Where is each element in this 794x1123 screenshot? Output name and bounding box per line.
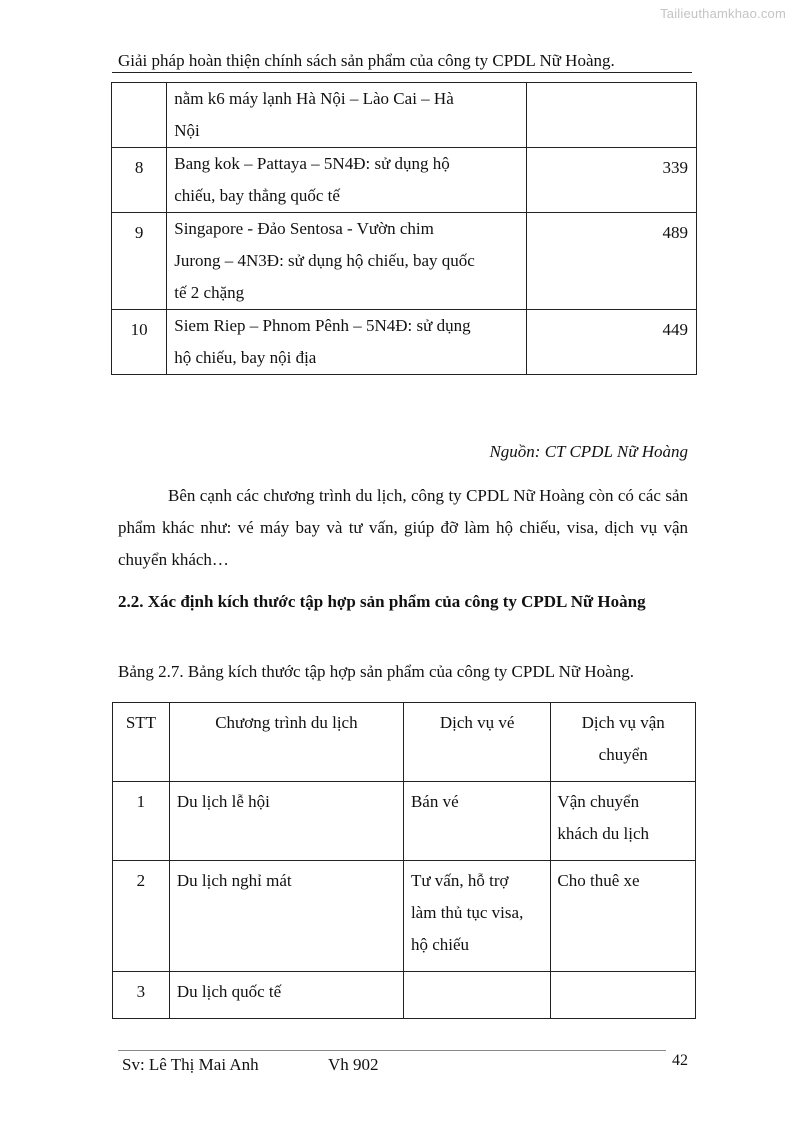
body-paragraph: Bên cạnh các chương trình du lịch, công ty CPDL Nữ Hoàng còn có các sản phẩm khác như: vé máy bay và tư vấn, giúp đỡ làm hộ chiếu, visa, dịch vụ vận chuyển khách… <box>118 486 688 569</box>
price-cell: 489 <box>526 213 696 310</box>
tour-line: nằm k6 máy lạnh Hà Nội – Lào Cai – Hà <box>174 89 454 108</box>
table-row <box>112 83 697 148</box>
header-transport-line: chuyển <box>598 745 648 764</box>
header-stt: STT <box>113 703 170 782</box>
tour-line: Siem Riep – Phnom Pênh – 5N4Đ: sử dụng <box>174 316 471 335</box>
source-note: Nguồn: CT CPDL Nữ Hoàng <box>489 442 688 461</box>
page-header: Giải pháp hoàn thiện chính sách sản phẩm của công ty CPDL Nữ Hoàng. <box>118 51 615 70</box>
tour-line: chiếu, bay thẳng quốc tế <box>174 186 340 205</box>
program-cell: Du lịch lễ hội <box>169 782 403 861</box>
table-row <box>112 310 697 375</box>
transport-cell <box>551 782 696 861</box>
tour-line: Nội <box>174 121 200 140</box>
header-ticket: Dịch vụ vé <box>403 703 550 782</box>
ticket-line: Bán vé <box>410 792 459 811</box>
stt-cell: 8 <box>112 148 167 213</box>
program-cell: Du lịch quốc tế <box>169 972 403 1019</box>
stt-cell: 10 <box>112 310 167 375</box>
transport-line: Vận chuyển <box>557 792 640 811</box>
tour-cell <box>167 213 526 310</box>
tour-cell <box>167 310 526 375</box>
page-number: 42 <box>672 1052 688 1069</box>
product-mix-table <box>112 702 696 1019</box>
stt-cell: 2 <box>113 861 170 972</box>
header-transport-line: Dịch vụ vận <box>581 713 665 732</box>
tour-line: Jurong – 4N3Đ: sử dụng hộ chiếu, bay quốc <box>174 251 475 270</box>
tour-line: hộ chiếu, bay nội địa <box>174 348 317 367</box>
transport-line: Cho thuê xe <box>557 871 640 890</box>
watermark: Tailieuthamkhao.com <box>660 6 786 21</box>
header-program: Chương trình du lịch <box>169 703 403 782</box>
table-row <box>113 861 696 972</box>
stt-cell <box>112 83 167 148</box>
price-cell <box>526 83 696 148</box>
transport-cell <box>551 861 696 972</box>
header-transport <box>551 703 696 782</box>
student-name: Sv: Lê Thị Mai Anh <box>122 1055 259 1074</box>
price-cell: 339 <box>526 148 696 213</box>
table-header-row <box>113 703 696 782</box>
header-divider <box>112 72 692 73</box>
table-row <box>113 782 696 861</box>
tour-price-table <box>111 82 697 375</box>
table-row <box>112 148 697 213</box>
transport-cell <box>551 972 696 1019</box>
tour-line: Bang kok – Pattaya – 5N4Đ: sử dụng hộ <box>174 154 450 173</box>
tour-cell <box>167 148 526 213</box>
price-cell: 449 <box>526 310 696 375</box>
ticket-cell <box>403 861 550 972</box>
tour-line: Singapore - Đảo Sentosa - Vườn chim <box>174 219 434 238</box>
table-caption: Bảng 2.7. Bảng kích thước tập hợp sản phẩm của công ty CPDL Nữ Hoàng. <box>118 662 634 681</box>
stt-cell: 9 <box>112 213 167 310</box>
class-code: Vh 902 <box>328 1055 379 1074</box>
transport-line: khách du lịch <box>557 824 650 843</box>
tour-line: tế 2 chặng <box>174 283 245 302</box>
ticket-cell <box>403 782 550 861</box>
stt-cell: 3 <box>113 972 170 1019</box>
tour-cell <box>167 83 526 148</box>
ticket-line: Tư vấn, hỗ trợ <box>410 871 509 890</box>
ticket-line: hộ chiếu <box>410 935 470 954</box>
program-cell: Du lịch nghỉ mát <box>169 861 403 972</box>
stt-cell: 1 <box>113 782 170 861</box>
ticket-line: làm thủ tục visa, <box>410 903 524 922</box>
ticket-cell <box>403 972 550 1019</box>
footer-divider <box>118 1050 666 1051</box>
section-heading: 2.2. Xác định kích thước tập hợp sản phẩm của công ty CPDL Nữ Hoàng <box>118 592 646 611</box>
table-row <box>113 972 696 1019</box>
table-row <box>112 213 697 310</box>
